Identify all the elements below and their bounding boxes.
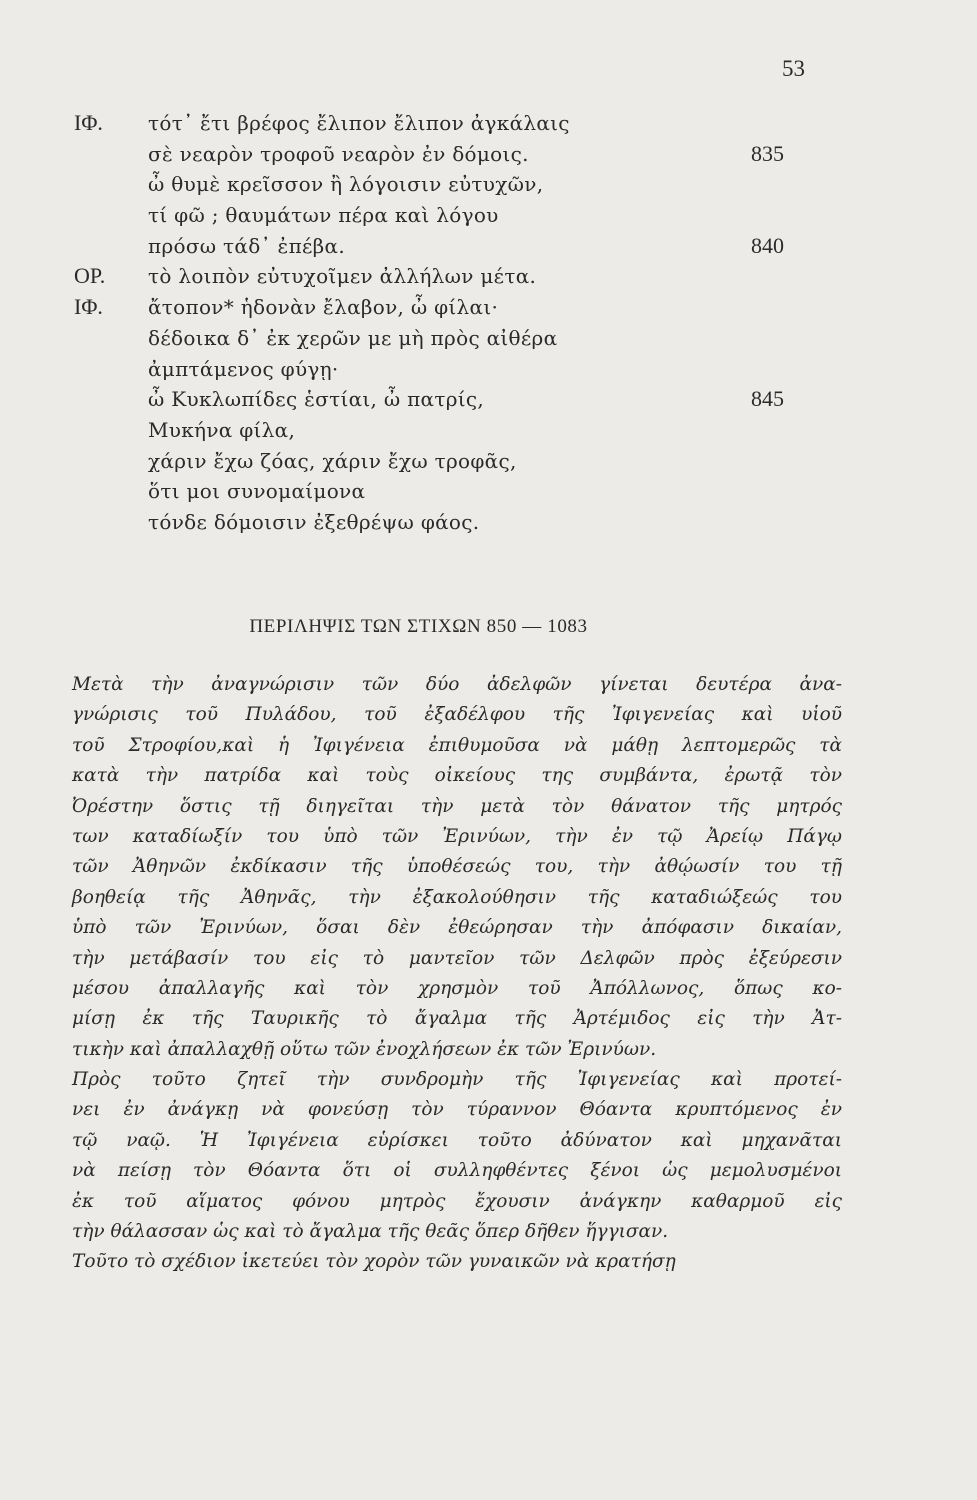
verse-line	[74, 139, 834, 170]
prose-line: τοῦ Στροφίου,καὶ ἡ Ἰφιγένεια ἐπιθυμοῦσα νὰ μάθῃ λεπτομερῶς τὰ	[72, 734, 842, 756]
verse-text: τόνδε δόμοισιν ἐξεθρέψω φάος.	[148, 509, 480, 534]
prose-line: Ὀρέστην ὅστις τῇ διηγεῖται τὴν μετὰ τὸν θάνατον τῆς μητρός	[72, 795, 842, 817]
verse-line	[74, 323, 834, 354]
prose-line: τῷ ναῷ. Ἡ Ἰφιγένεια εὑρίσκει τοῦτο ἀδύνατον καὶ μηχανᾶται	[72, 1129, 842, 1151]
prose-line: μίσῃ ἐκ τῆς Ταυρικῆς τὸ ἄγαλμα τῆς Ἀρτέμιδος εἰς τὴν Ἀτ-	[72, 1008, 842, 1030]
prose-line: τικὴν καὶ ἀπαλλαχθῇ οὕτω τῶν ἐνοχλήσεων ἐκ τῶν Ἐρινύων.	[72, 1038, 657, 1060]
line-number: 840	[751, 232, 784, 258]
verse-line	[74, 292, 834, 323]
verse-text: ἄτοπον* ἡδονὰν ἔλαβον, ὦ φίλαι·	[148, 295, 499, 320]
verse-line	[74, 415, 834, 446]
verse-text: δέδοικα δ᾽ ἐκ χερῶν με μὴ πρὸς αἰθέρα	[148, 325, 558, 350]
verse-line	[74, 507, 834, 538]
prose-line: Τοῦτο τὸ σχέδιον ἱκετεύει τὸν χορὸν τῶν γυναικῶν νὰ κρατήσῃ	[72, 1251, 676, 1273]
verse-line	[74, 384, 834, 415]
prose-line: νὰ πείσῃ τὸν Θόαντα ὅτι οἱ συλληφθέντες ξένοι ὡς μεμολυσμένοι	[72, 1160, 842, 1182]
prose-line: μέσου ἀπαλλαγῆς καὶ τὸν χρησμὸν τοῦ Ἀπόλλωνος, ὅπως κο-	[72, 977, 842, 999]
prose-line: κατὰ τὴν πατρίδα καὶ τοὺς οἰκείους της συμβάντα, ἐρωτᾷ τὸν	[72, 765, 842, 787]
speaker-label: ΟΡ.	[74, 263, 106, 289]
prose-line: ἐκ τοῦ αἵματος φόνου μητρὸς ἔχουσιν ἀνάγκην καθαρμοῦ εἰς	[72, 1190, 842, 1212]
verse-text: ἀμπτάμενος φύγῃ·	[148, 356, 339, 381]
speaker-label: ΙΦ.	[74, 110, 103, 135]
verse-line	[74, 354, 834, 385]
prose-line: των καταδίωξίν του ὑπὸ τῶν Ἐρινύων, τὴν ἐν τῷ Ἀρείῳ Πάγῳ	[72, 825, 842, 847]
prose-line: βοηθείᾳ τῆς Ἀθηνᾶς, τὴν ἐξακολούθησιν τῆς καταδιώξεώς του	[72, 886, 842, 908]
prose-line: τῶν Ἀθηνῶν ἐκδίκασιν τῆς ὑποθέσεώς του, τὴν ἀθῴωσίν του τῇ	[72, 856, 842, 878]
verse-text: τότ᾽ ἔτι βρέφος ἔλιπον ἔλιπον ἀγκάλαις	[148, 111, 570, 135]
prose-line: νει ἐν ἀνάγκῃ νὰ φονεύσῃ τὸν τύραννον Θόαντα κρυπτόμενος ἐν	[72, 1099, 842, 1121]
verse-line	[74, 231, 834, 262]
section-title: ΠΕΡΙΛΗΨΙΣ ΤΩΝ ΣΤΙΧΩΝ 850 — 1083	[249, 616, 588, 637]
verse-text: σὲ νεαρὸν τροφοῦ νεαρὸν ἐν δόμοις.	[148, 141, 529, 166]
prose-line: τὴν μετάβασίν του εἰς τὸ μαντεῖον τῶν Δελφῶν πρὸς ἐξεύρεσιν	[72, 947, 842, 969]
verse-line	[74, 476, 834, 507]
verse-text: χάριν ἔχω ζόας, χάριν ἔχω τροφᾶς,	[148, 448, 517, 473]
verse-text: πρόσω τάδ᾽ ἐπέβα.	[148, 233, 345, 258]
verse-text: Μυκήνα φίλα,	[148, 417, 296, 442]
verse-text: τί φῶ ; θαυμάτων πέρα καὶ λόγου	[148, 203, 499, 228]
line-number: 845	[751, 386, 784, 412]
verse-text: ὦ θυμὲ κρεῖσσον ἢ λόγοισιν εὐτυχῶν,	[148, 172, 544, 197]
verse-line	[74, 169, 834, 200]
verse-text: ὅτι μοι συνομαίμονα	[148, 479, 366, 504]
line-number: 835	[751, 140, 784, 166]
prose-line: τὴν θάλασσαν ὡς καὶ τὸ ἄγαλμα τῆς θεᾶς ὅπερ δῆθεν ἥγγισαν.	[72, 1221, 669, 1243]
summary-paragraph	[72, 670, 842, 1278]
prose-line: ὑπὸ τῶν Ἐρινύων, ὅσαι δὲν ἐθεώρησαν τὴν ἀπόφασιν δικαίαν,	[72, 917, 842, 939]
verse-text: ὦ Κυκλωπίδες ἑστίαι, ὦ πατρίς,	[148, 387, 485, 412]
prose-line: γνώρισις τοῦ Πυλάδου, τοῦ ἐξαδέλφου τῆς Ἰφιγενείας καὶ υἱοῦ	[72, 704, 842, 726]
verse-text: τὸ λοιπὸν εὐτυχοῖμεν ἀλλήλων μέτα.	[148, 264, 537, 289]
page-number: 53	[782, 56, 805, 81]
verse-block	[74, 108, 834, 538]
verse-line	[74, 108, 834, 139]
verse-line	[74, 446, 834, 477]
verse-line	[74, 261, 834, 292]
verse-line	[74, 200, 834, 231]
speaker-label: ΙΦ.	[74, 294, 103, 320]
prose-line: Πρὸς τοῦτο ζητεῖ τὴν συνδρομὴν τῆς Ἰφιγενείας καὶ προτεί-	[72, 1069, 842, 1091]
prose-line: Μετὰ τὴν ἀναγνώρισιν τῶν δύο ἀδελφῶν γίνεται δευτέρα ἀνα-	[72, 674, 842, 695]
